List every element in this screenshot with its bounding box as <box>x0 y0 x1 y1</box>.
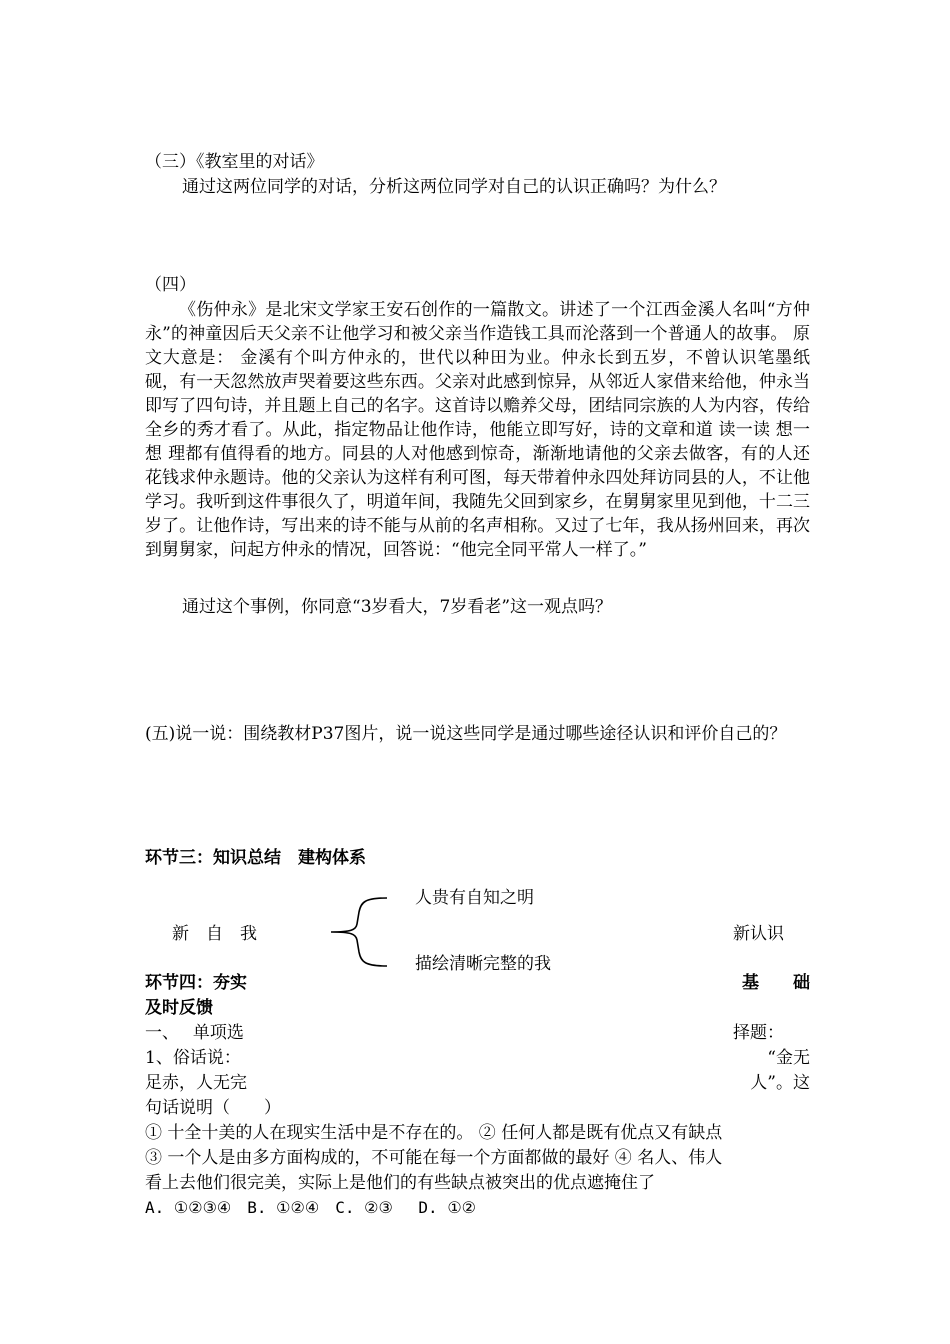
option-line-2: ③ 一个人是由多方面构成的，不可能在每一个方面都做的最好 ④ 名人、伟人 <box>145 1148 723 1168</box>
section4-paragraph: 《伤仲永》是北宋文学家王安石创作的一篇散文。讲述了一个江西金溪人名叫“方仲永”的神童因后天父亲不让他学习和被父亲当作造钱工具而沦落到一个普通人的故事。 原文大意是： 金溪有个叫方仲永的，世代以种田为业。仲永长到五岁，不曾认识笔墨纸砚，有一天忽然放声哭着要这些东西。父亲对此感到惊异，从邻近人家借来给他，仲永当即写了四句诗，并且题上自己的名字。这首诗以赡养父母，团结同宗族的人为内容，传给全乡的秀才看了。从此，指定物品让他作诗，他能立即写好，诗的文章和道 读一读 想一想 理都有值得看的地方。同县的人对他感到惊奇，渐渐地请他的父亲去做客，有的人还花钱求仲永题诗。他的父亲认为这样有利可图，每天带着仲永四处拜访同县的人，不让他学习。我听到这件事很久了，明道年间，我随先父回到家乡，在舅舅家里见到他，十二三岁了。让他作诗，写出来的诗不能与从前的名声相称。又过了七年，我从扬州回来，再次到舅舅家，问起方仲永的情况，回答说：“他完全同平常人一样了。” <box>145 300 810 560</box>
link4-heading-line2: 及时反馈 <box>145 998 213 1018</box>
q1-line3: 句话说明（ ） <box>145 1098 281 1118</box>
q1-line1-left: 1、俗话说： <box>145 1048 241 1068</box>
section3-question: 通过这两位同学的对话，分析这两位同学对自己的认识正确吗？为什么？ <box>182 177 726 197</box>
q1-line1-row <box>145 1046 810 1070</box>
right-node: 新认识 <box>733 924 784 944</box>
q1-line2-right: 人”。这 <box>750 1073 810 1093</box>
link3-heading: 环节三：知识总结 建构体系 <box>145 848 366 868</box>
option-line-3: 看上去他们很完美，实际上是他们的有些缺点被突出的优点遮掩住了 <box>145 1173 655 1193</box>
branch-bottom: 描绘清晰完整的我 <box>415 954 551 974</box>
center-node: 新 自 我 <box>172 924 257 944</box>
link4-heading-row <box>145 971 810 995</box>
link4-heading-right: 基 础 <box>742 973 810 993</box>
section3-heading: （三）《教室里的对话》 <box>145 152 324 172</box>
link4-heading-left: 环节四：夯实 <box>145 973 247 993</box>
brace-icon <box>325 892 395 972</box>
option-line-1: ① 十全十美的人在现实生活中是不存在的。 ② 任何人都是既有优点又有缺点 <box>145 1123 723 1143</box>
q1-line2-row <box>145 1071 810 1095</box>
branch-top: 人贵有自知之明 <box>415 888 534 908</box>
answer-choices: A. ①②③④ B. ①②④ C. ②③ D. ①② <box>145 1198 477 1217</box>
q-type-left: 一、 单项选 <box>145 1023 244 1043</box>
section4-question: 通过这个事例，你同意“3岁看大，7岁看老”这一观点吗？ <box>182 597 613 617</box>
q-type-right: 择题： <box>733 1023 784 1043</box>
q1-line2-left: 足赤，人无完 <box>145 1073 247 1093</box>
q1-line1-right: “金无 <box>767 1048 810 1068</box>
q-type-row <box>145 1021 810 1045</box>
section4-heading: （四） <box>145 275 196 295</box>
section5-text: (五)说一说：围绕教材P37图片，说一说这些同学是通过哪些途径认识和评价自己的？ <box>145 724 787 744</box>
